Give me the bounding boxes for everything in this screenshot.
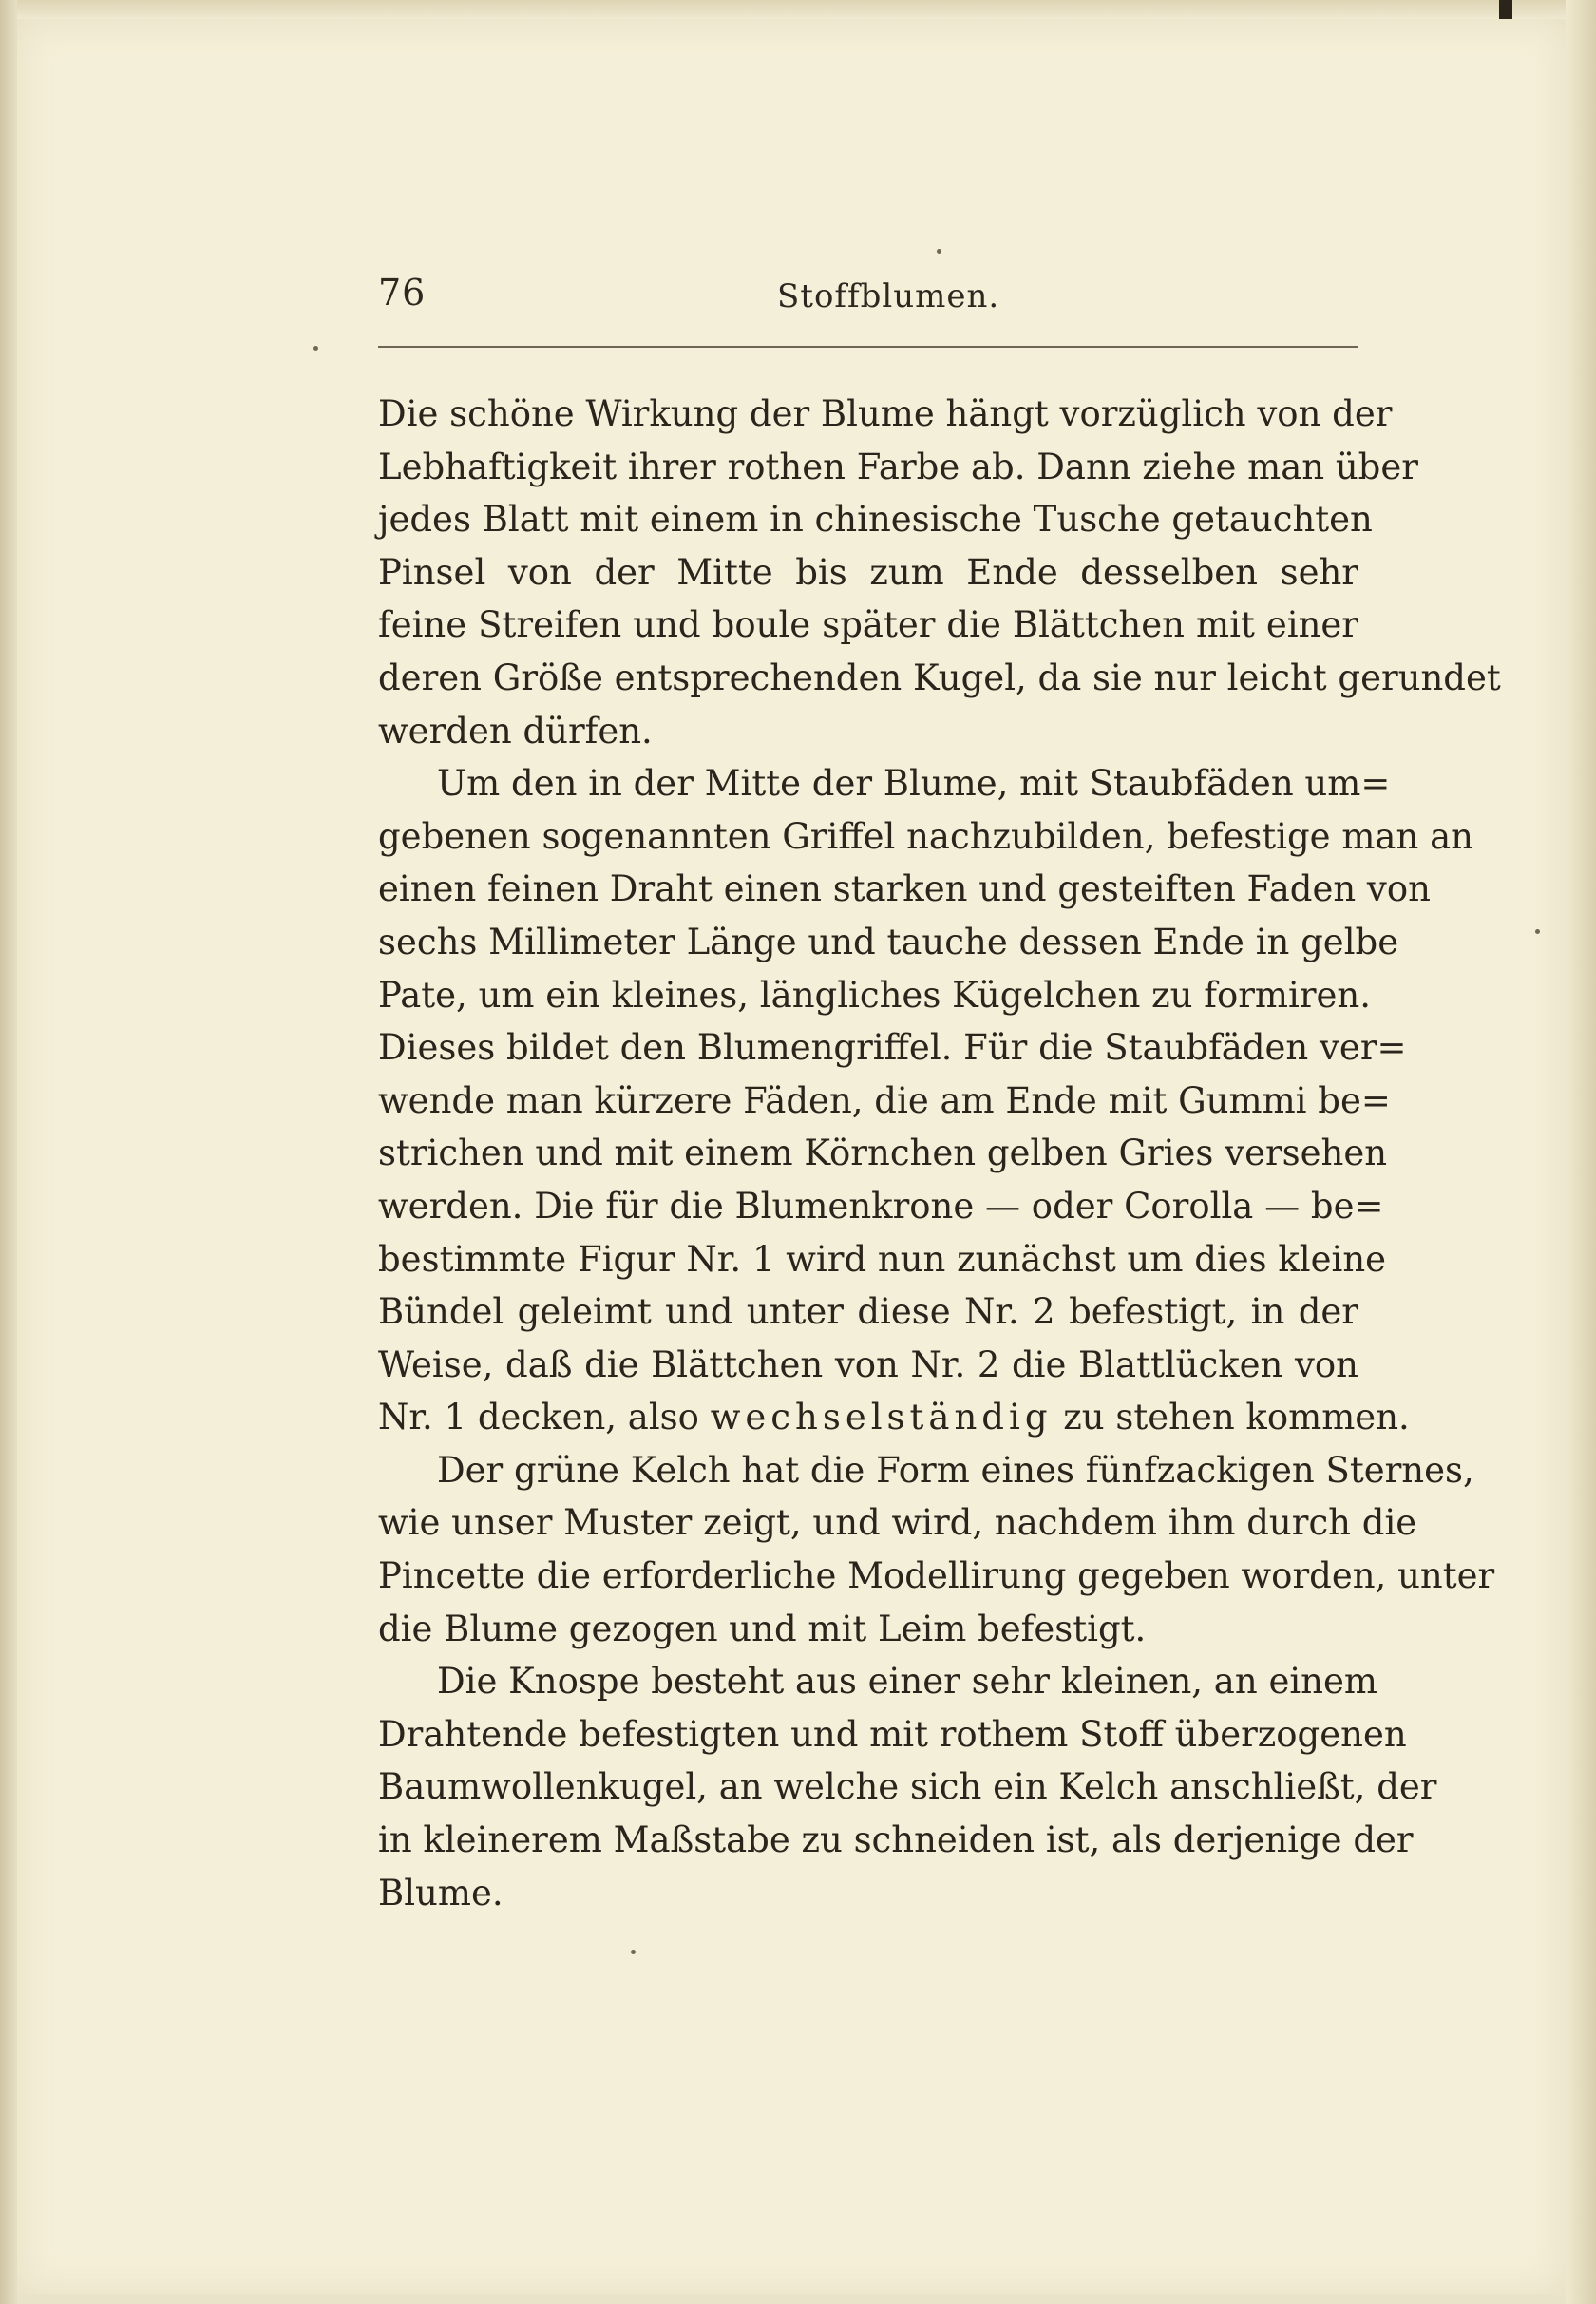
paper-speck: [1535, 929, 1540, 934]
text-line: einen feinen Draht einen starken und gesteiften Faden von: [378, 868, 1431, 910]
text-line: [378, 1391, 1410, 1444]
text-line: jedes Blatt mit einem in chinesische Tusche getauchten: [378, 499, 1373, 541]
paragraph-1: [378, 388, 1501, 757]
text-line: Baumwollenkugel, an welche sich ein Kelch anschließt, der: [378, 1766, 1437, 1808]
text-line: Der grüne Kelch hat die Form eines fünfzackigen Sternes,: [437, 1449, 1474, 1491]
page-edge-right: [1566, 0, 1596, 2304]
text-line: Drahtende befestigten und mit rothem Stoff überzogenen: [378, 1713, 1407, 1755]
page-number: 76: [378, 272, 427, 314]
text-line: wende man kürzere Fäden, die am Ende mit Gummi be=: [378, 1079, 1391, 1121]
paragraph-3: [378, 1444, 1495, 1655]
text-line: werden dürfen.: [378, 710, 653, 752]
paragraph-4: [378, 1655, 1437, 1919]
text-line: in kleinerem Maßstabe zu schneiden ist, als derjenige der: [378, 1819, 1414, 1861]
running-head: [378, 272, 1358, 329]
running-title: Stoffblumen.: [777, 277, 1000, 315]
text-line: bestimmte Figur Nr. 1 wird nun zunächst um dies kleine: [378, 1238, 1387, 1280]
text-line: Weise, daß die Blättchen von Nr. 2 die Blattlücken von: [378, 1343, 1358, 1385]
text-line: Blume.: [378, 1872, 504, 1914]
paper-speck: [937, 249, 941, 254]
text-line: wie unser Muster zeigt, und wird, nachdem ihm durch die: [378, 1502, 1417, 1544]
paper-speck: [631, 1950, 636, 1954]
page-edge-top: [0, 0, 1596, 19]
body-text: [378, 388, 1501, 1919]
text-line: Pinsel von der Mitte bis zum Ende desselben sehr: [378, 551, 1358, 593]
page-edge-left: [0, 0, 17, 2304]
text-line: Dieses bildet den Blumengriffel. Für die Staubfäden ver=: [378, 1027, 1407, 1069]
text-line: deren Größe entsprechenden Kugel, da sie nur leicht gerundet: [378, 657, 1501, 698]
paper-speck: [314, 346, 318, 351]
text-line: gebenen sogenannten Griffel nachzubilden, befestige man an: [378, 815, 1473, 857]
text-line: Die schöne Wirkung der Blume hängt vorzüglich von der: [378, 393, 1393, 434]
text-line: werden. Die für die Blumenkrone — oder Corolla — be=: [378, 1185, 1384, 1227]
text-line: strichen und mit einem Körnchen gelben Gries versehen: [378, 1133, 1388, 1174]
text-line: sechs Millimeter Länge und tauche dessen Ende in gelbe: [378, 921, 1399, 962]
text-line: Lebhaftigkeit ihrer rothen Farbe ab. Dann ziehe man über: [378, 446, 1418, 487]
text-line: Pate, um ein kleines, längliches Kügelchen zu formiren.: [378, 974, 1372, 1016]
spaced-word: wechselständig: [710, 1397, 1053, 1438]
text-line: Die Knospe besteht aus einer sehr kleinen, an einem: [437, 1661, 1378, 1703]
text-line: Pincette die erforderliche Modellirung gegeben worden, unter: [378, 1555, 1495, 1597]
text-fragment: Nr. 1 decken, also: [378, 1397, 711, 1438]
text-fragment: zu stehen kommen.: [1052, 1397, 1410, 1438]
text-line: Um den in der Mitte der Blume, mit Staubfäden um=: [437, 763, 1391, 805]
paragraph-2: [378, 757, 1473, 1444]
header-rule: [378, 346, 1358, 348]
text-line: feine Streifen und boule später die Blättchen mit einer: [378, 604, 1358, 646]
text-line: Bündel geleimt und unter diese Nr. 2 befestigt, in der: [378, 1291, 1358, 1333]
text-line: die Blume gezogen und mit Leim befestigt.: [378, 1608, 1147, 1649]
